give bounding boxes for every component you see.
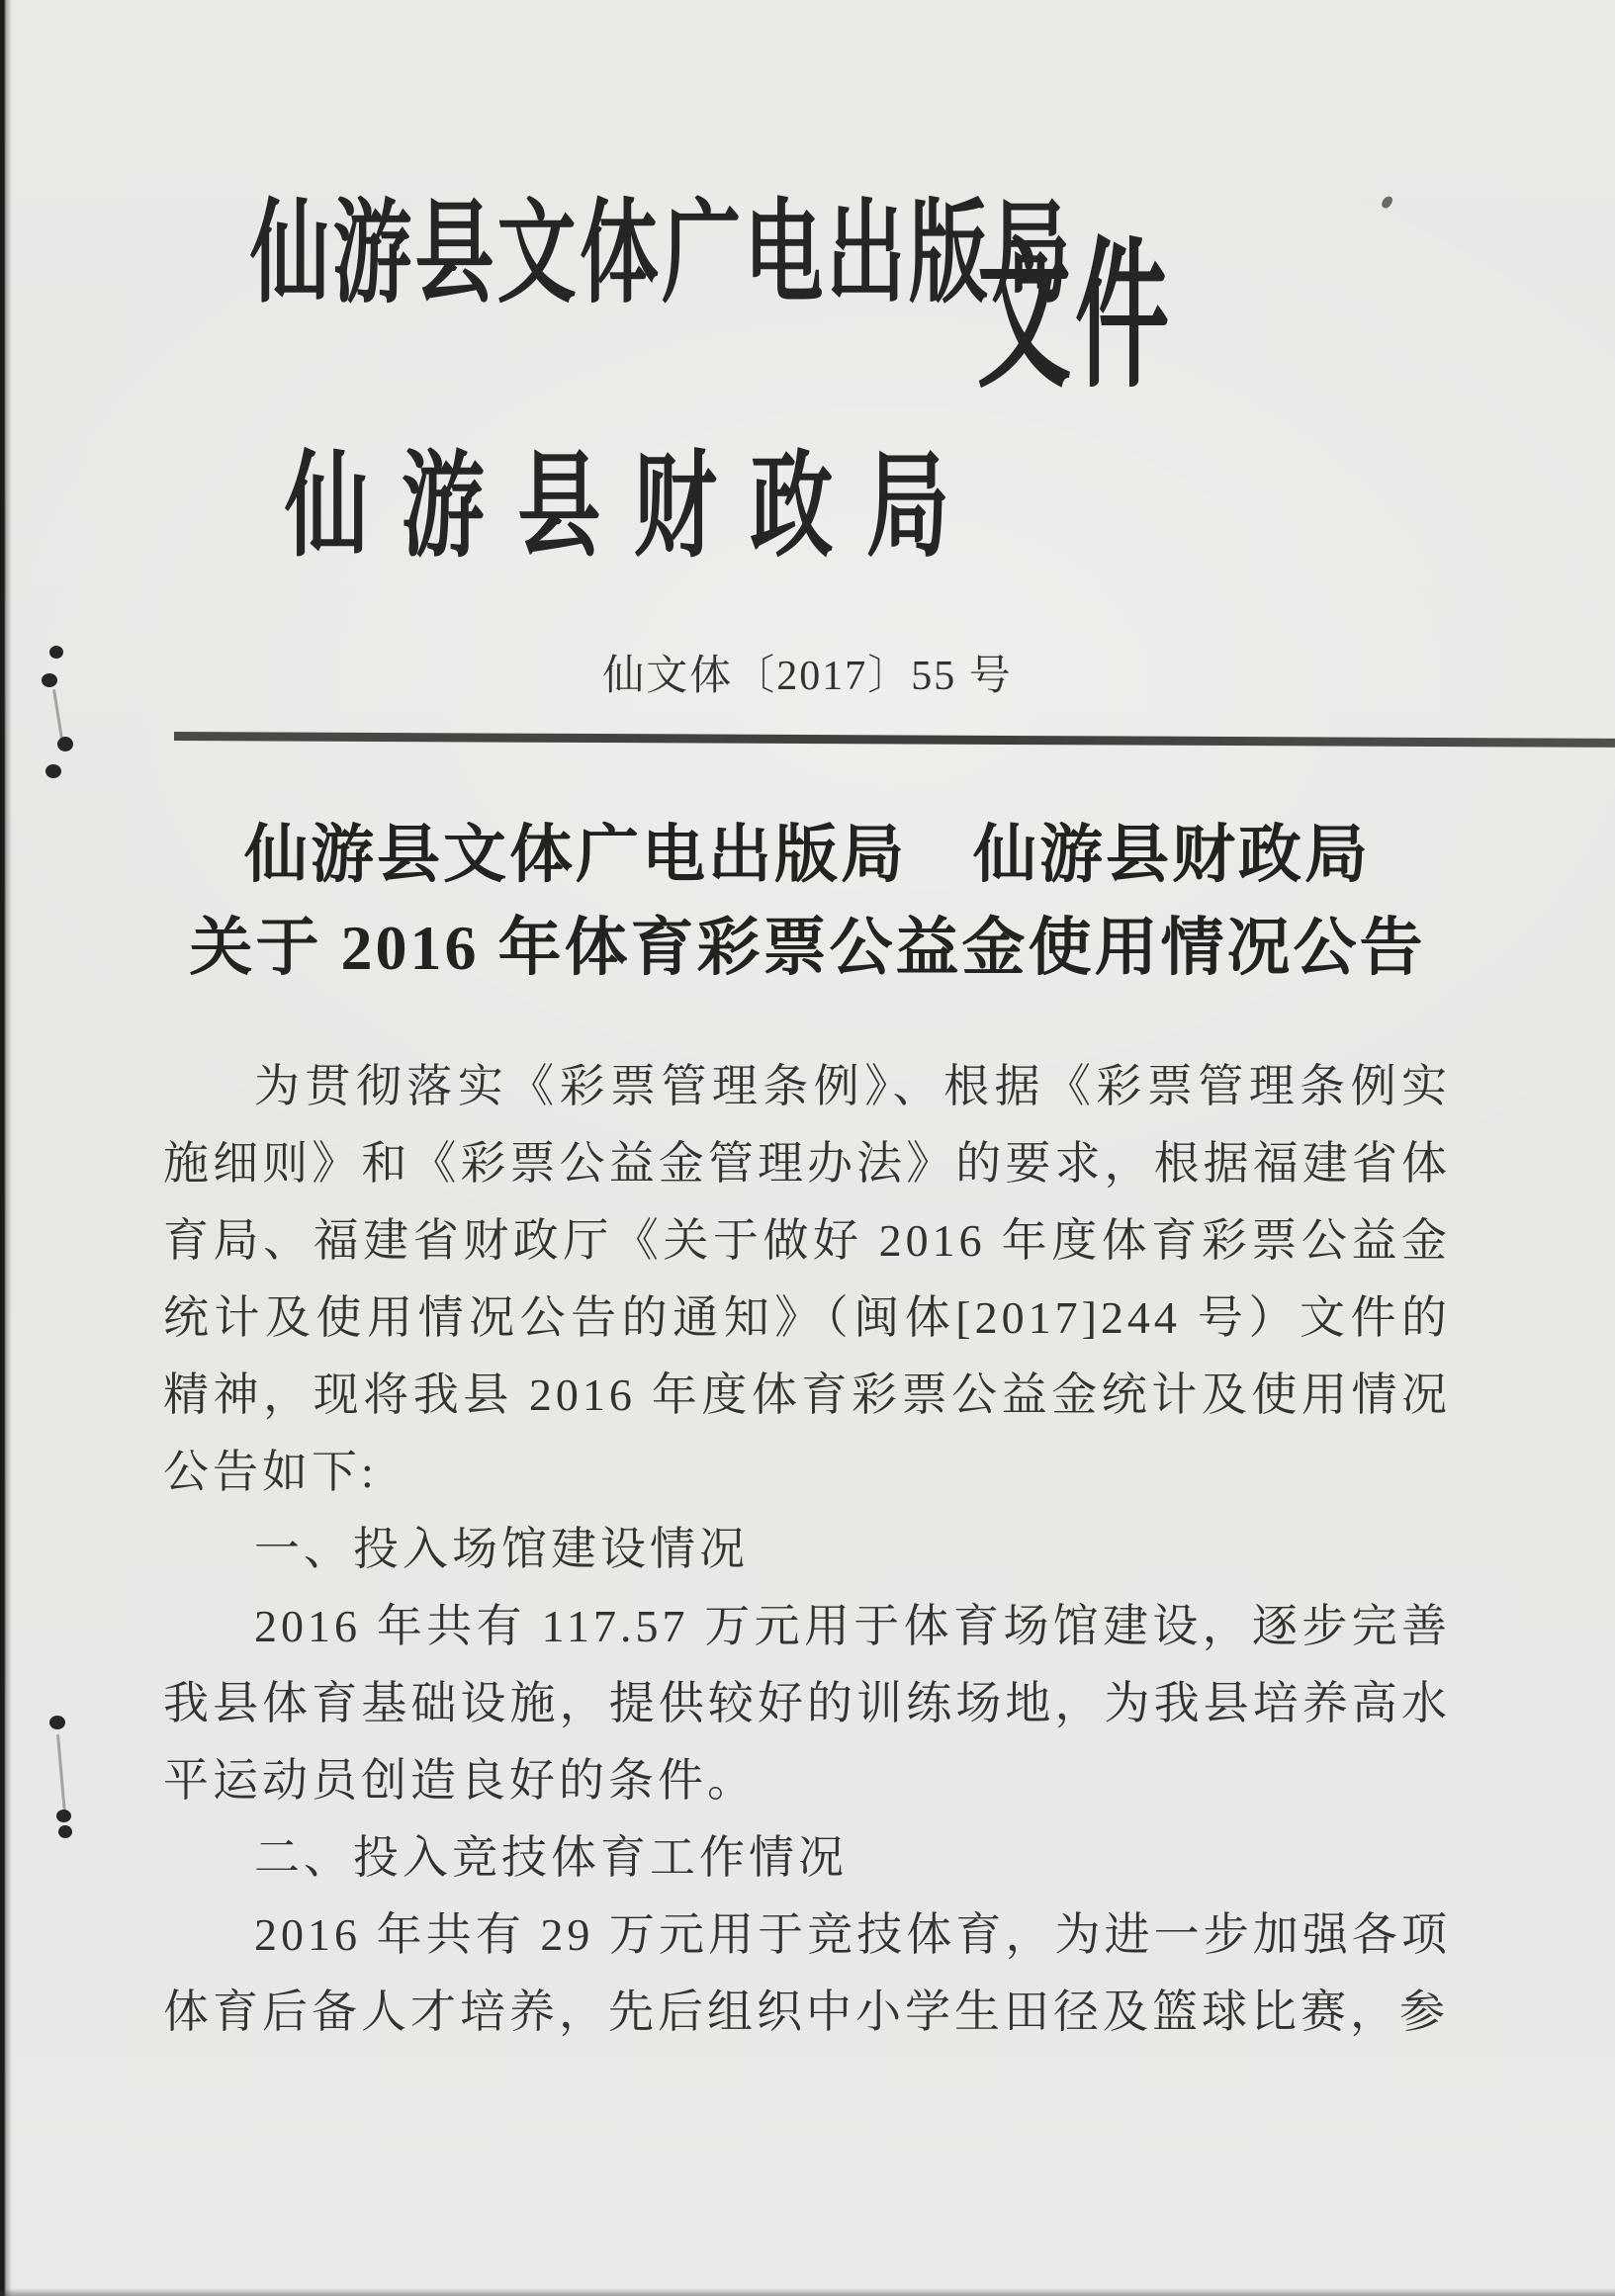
document-number: 仙文体〔2017〕55 号: [602, 654, 1013, 699]
ink-speck: [1380, 195, 1393, 211]
document-title-line2: 关于 2016 年体育彩票公益金使用情况公告: [189, 913, 1426, 983]
document-body: [163, 1048, 1451, 2051]
body-paragraph-intro: 为贯彻落实《彩票管理条例》、根据《彩票管理条例实施细则》和《彩票公益金管理办法》的要求，根据福建省体育局、福建省财政厅《关于做好 2016 年度体育彩票公益金统计及使用情况公告的通知》（闽体[2017]244 号）文件的精神，现将我县 2016 年度体育彩票公益金统计及使用情况公告如下:: [163, 1061, 1451, 1497]
staple-mark-top: [40, 638, 79, 786]
letterhead-agency-primary: 仙游县文体广电出版局: [250, 193, 1071, 317]
body-paragraph-section-1: 2016 年共有 117.57 万元用于体育场馆建设，逐步完善我县体育基础设施，提供较好的训练场地，为我县培养高水平运动员创造良好的条件。: [163, 1601, 1451, 1806]
document-title-line1: 仙游县文体广电出版局 仙游县财政局: [244, 820, 1371, 890]
separator-rule: [174, 732, 1615, 748]
document-title: [0, 809, 1615, 995]
body-paragraph-section-2: 2016 年共有 29 万元用于竞技体育，为进一步加强各项体育后备人才培养，先后组织中小学生田径及篮球比赛，参: [163, 1909, 1451, 2037]
letterhead-doc-type-label: 文件: [977, 226, 1174, 408]
staple-mark-bottom: [45, 1711, 79, 1844]
body-heading-section-2: 二、投入竞技体育工作情况: [254, 1832, 848, 1883]
letterhead-agency-secondary: 仙游县财政局: [285, 444, 949, 572]
scan-edge-shadow-left: [0, 0, 12, 2296]
body-heading-section-1: 一、投入场馆建设情况: [254, 1524, 749, 1574]
scan-edge-shadow-bottom: [0, 2288, 1615, 2296]
